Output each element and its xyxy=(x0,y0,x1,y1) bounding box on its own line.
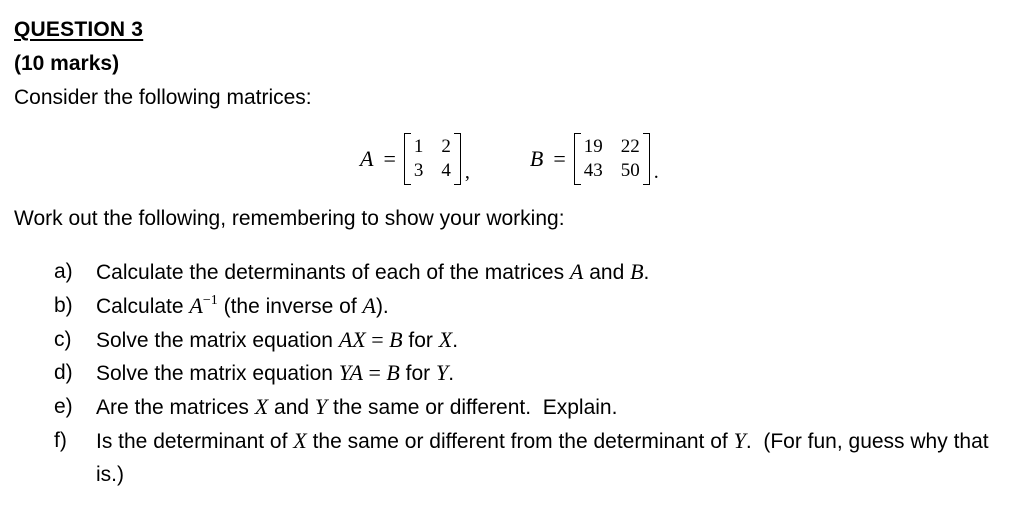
inverse-superscript: −1 xyxy=(202,292,218,308)
part-label: d) xyxy=(54,361,73,385)
text-run: . (For fun, guess why that is.) xyxy=(96,429,995,486)
text-run: for xyxy=(399,362,437,386)
right-bracket xyxy=(643,133,650,185)
math-variable: B xyxy=(386,360,400,386)
matrix-a-name: A xyxy=(360,146,374,171)
text-run: ). xyxy=(375,294,389,318)
text-run: the same or different. Explain. xyxy=(327,396,618,420)
part-e xyxy=(54,391,1014,425)
text-run: . xyxy=(448,362,455,386)
matrix-a xyxy=(404,133,461,185)
text-run: the same or different from the determinant of xyxy=(306,429,734,453)
work-prompt: Work out the following, remembering to show your working: xyxy=(14,207,565,230)
matrix-b-name: B xyxy=(529,146,544,171)
text-run: Solve the matrix equation xyxy=(96,362,339,386)
matrix-b-entry: 43 xyxy=(583,160,603,181)
matrix-a-separator: , xyxy=(464,161,470,183)
matrix-a-entry: 4 xyxy=(441,160,451,181)
matrix-a-entry: 3 xyxy=(413,160,424,181)
math-operator: = xyxy=(365,326,390,352)
math-variable: A xyxy=(362,292,376,318)
part-text xyxy=(96,290,1014,324)
part-label: c) xyxy=(54,327,72,351)
text-run: and xyxy=(268,396,315,420)
math-variable: Y xyxy=(733,427,746,453)
matrix-a-grid xyxy=(411,133,454,185)
part-d xyxy=(54,357,1014,391)
matrix-a-entry: 2 xyxy=(441,136,451,157)
text-run: (the inverse of xyxy=(217,294,363,318)
text-run: and xyxy=(583,261,631,284)
part-label: a) xyxy=(54,260,73,283)
math-expression: YA xyxy=(338,360,363,386)
matrix-a-equals: = xyxy=(383,146,396,171)
text-run: Are the matrices xyxy=(96,396,255,420)
right-bracket xyxy=(454,133,461,185)
part-text xyxy=(96,391,1014,425)
matrix-b-entry: 19 xyxy=(583,136,603,157)
part-text xyxy=(96,357,1014,391)
text-run: for xyxy=(402,328,439,352)
part-f xyxy=(54,425,1014,492)
math-variable: X xyxy=(438,326,453,352)
question-intro: Consider the following matrices: xyxy=(14,86,312,109)
math-expression: AX xyxy=(338,326,366,352)
part-label: f) xyxy=(54,428,67,452)
matrix-b xyxy=(574,133,650,185)
matrix-b-entry: 22 xyxy=(620,136,640,157)
question-marks: (10 marks) xyxy=(14,52,120,75)
left-bracket xyxy=(404,133,411,185)
part-text xyxy=(96,256,1014,290)
text-run: . xyxy=(643,261,650,284)
part-b xyxy=(54,290,1014,324)
matrix-b-grid xyxy=(581,133,643,185)
math-variable: B xyxy=(630,259,644,284)
question-parts-list xyxy=(54,256,1014,492)
math-variable: X xyxy=(254,394,269,420)
matrix-definitions xyxy=(360,128,659,190)
text-run: Solve the matrix equation xyxy=(96,328,339,352)
math-variable: A xyxy=(189,292,203,318)
part-text xyxy=(96,425,1014,492)
part-c xyxy=(54,324,1014,358)
math-operator: = xyxy=(362,360,387,386)
math-variable: B xyxy=(389,326,403,352)
part-label: e) xyxy=(54,395,73,419)
math-variable: Y xyxy=(436,360,449,386)
math-variable: A xyxy=(569,259,584,284)
math-variable: X xyxy=(293,427,307,453)
text-run: Is the determinant of xyxy=(96,429,294,453)
math-variable: Y xyxy=(314,394,328,420)
matrix-b-separator: . xyxy=(653,161,659,183)
text-run: Calculate xyxy=(96,294,190,318)
text-run: . xyxy=(452,328,459,352)
text-run: Calculate the determinants of each of the matrices xyxy=(96,261,570,284)
part-a xyxy=(54,256,1014,290)
part-text xyxy=(96,324,1014,358)
question-title: QUESTION 3 xyxy=(14,18,144,41)
left-bracket xyxy=(574,133,581,185)
matrix-a-entry: 1 xyxy=(413,136,424,157)
matrix-b-entry: 50 xyxy=(620,160,640,181)
matrix-b-equals: = xyxy=(553,146,566,171)
part-label: b) xyxy=(54,293,73,317)
